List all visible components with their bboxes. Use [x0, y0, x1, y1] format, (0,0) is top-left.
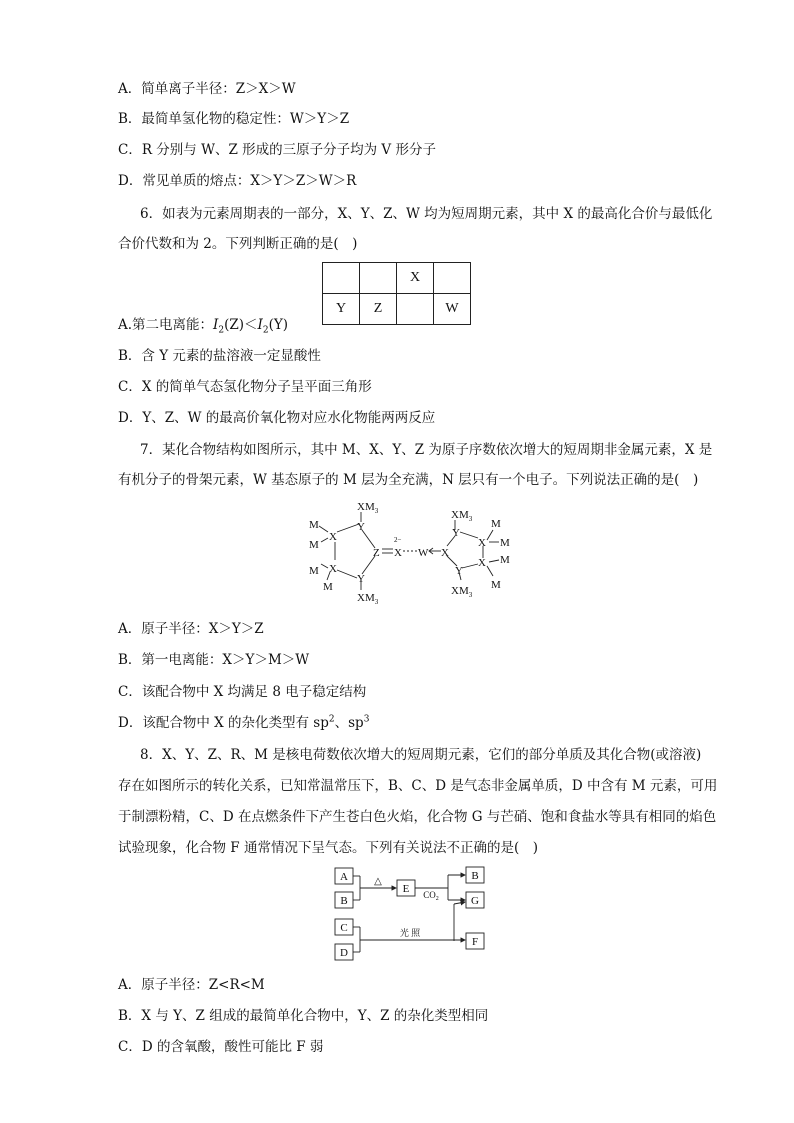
table-row: [323, 294, 471, 325]
q6-option-a-prefix: A.第二电离能：: [118, 317, 214, 333]
q5-option-d: D．常见单质的熔点：X＞Y＞Z＞W＞R: [118, 173, 357, 189]
table-row: [323, 263, 471, 294]
struct-x: X: [441, 547, 449, 559]
co2-label: $CO_2$: [423, 890, 439, 902]
superscript: 2: [328, 714, 335, 725]
table-cell: [323, 263, 360, 294]
q6-option-d: D．Y、Z、W 的最高价氧化物对应水化物能两两反应: [118, 410, 436, 426]
struct-x: X: [329, 531, 337, 543]
ionization-symbol: I: [257, 317, 263, 333]
q8-option-b: B．X 与 Y、Z 组成的最简单化合物中，Y、Z 的杂化类型相同: [118, 1008, 489, 1024]
q8-option-c: C．D 的含氧酸，酸性可能比 F 弱: [118, 1039, 324, 1055]
struct-m: M: [309, 565, 319, 577]
table-cell: Z: [360, 294, 397, 325]
q7-option-a: A．原子半径：X＞Y＞Z: [118, 621, 264, 637]
subscript: 2: [262, 325, 269, 336]
box-a-label: A: [340, 871, 348, 883]
box-d-label: D: [340, 947, 348, 959]
struct-m: M: [491, 579, 501, 591]
superscript: 3: [363, 714, 370, 725]
struct-xm3-top-left: $XM_3$: [357, 501, 379, 515]
table-cell: Y: [323, 294, 360, 325]
struct-m: M: [323, 581, 333, 593]
box-e-label: E: [402, 883, 410, 895]
struct-z: Z: [373, 547, 380, 559]
subscript: 2: [218, 325, 225, 336]
q7-option-c: C．该配合物中 X 均满足 8 电子稳定结构: [118, 684, 367, 700]
struct-m: M: [309, 539, 319, 551]
box-g-label: G: [471, 895, 479, 907]
q8-stem-line3: 于制漂粉精，C、D 在点燃条件下产生苍白色火焰，化合物 G 与芒硝、饱和食盐水等具有相同的焰色: [118, 809, 717, 825]
q6-option-a-y: (Y): [268, 317, 289, 333]
conversion-flow-diagram: [330, 864, 500, 964]
box-b-label: B: [340, 895, 348, 907]
q6-stem-line2: 合价代数和为 2。下列判断正确的是( ): [118, 236, 358, 252]
struct-xm3-top-right: $XM_3$: [451, 509, 473, 523]
q7-option-b: B．第一电离能：X＞Y＞M＞W: [118, 652, 310, 668]
struct-xm3-bottom-right: $XM_3$: [451, 585, 473, 599]
struct-m: M: [309, 519, 319, 531]
periodic-table-fragment: [322, 262, 471, 325]
q8-option-a: A．原子半径：Z<R<M: [118, 977, 265, 993]
table-cell: [397, 294, 434, 325]
q6-option-b: B．含 Y 元素的盐溶液一定显酸性: [118, 348, 321, 364]
struct-x: X: [478, 557, 486, 569]
table-cell: [360, 263, 397, 294]
table-cell: [434, 263, 471, 294]
q8-stem-line4: 试验现象，化合物 F 通常情况下呈气态。下列有关说法不正确的是( ): [118, 840, 538, 856]
struct-m: M: [491, 518, 501, 530]
q5-option-c: C．R 分别与 W、Z 形成的三原子分子均为 V 形分子: [118, 142, 436, 158]
struct-m: M: [500, 537, 510, 549]
struct-charge: 2−: [394, 536, 402, 544]
struct-x: X: [329, 563, 337, 575]
struct-w: W: [418, 547, 429, 559]
struct-x: X: [394, 547, 402, 559]
q5-option-b: B．最简单氢化物的稳定性：W＞Y＞Z: [118, 111, 350, 127]
struct-m: M: [500, 554, 510, 566]
q7-stem-line2: 有机分子的骨架元素，W 基态原子的 M 层为全充满，N 层只有一个电子。下列说法正确的是( ): [118, 472, 699, 488]
ionization-symbol: I: [213, 317, 219, 333]
q5-option-a: A．简单离子半径：Z＞X＞W: [118, 81, 296, 97]
table-cell: W: [434, 294, 471, 325]
struct-y: Y: [455, 565, 463, 577]
box-b2-label: B: [471, 870, 479, 882]
q7-stem-line1: 7．某化合物结构如图所示，其中 M、X、Y、Z 为原子序数依次增大的短周期非金属元素，X 是: [140, 442, 713, 458]
q6-stem-line1: 6．如表为元素周期表的一部分，X、Y、Z、W 均为短周期元素，其中 X 的最高化合价与最低化: [140, 206, 713, 222]
q6-option-a: [118, 316, 288, 334]
q6-option-c: C．X 的简单气态氢化物分子呈平面三角形: [118, 379, 372, 395]
heat-symbol: △: [374, 876, 382, 887]
box-f-label: F: [471, 936, 479, 948]
complex-structure-diagram: [295, 500, 535, 610]
q7-option-d-mid: 、sp: [334, 715, 364, 731]
light-label: 光 照: [399, 928, 421, 938]
struct-y: Y: [452, 527, 460, 539]
q8-stem-line1: 8．X、Y、Z、R、M 是核电荷数依次增大的短周期元素，它们的部分单质及其化合物(或溶液): [140, 747, 702, 763]
struct-x: X: [478, 537, 486, 549]
q7-option-d: [118, 714, 369, 732]
box-c-label: C: [340, 922, 348, 934]
struct-y: Y: [357, 521, 365, 533]
q8-stem-line2: 存在如图所示的转化关系，已知常温常压下，B、C、D 是气态非金属单质，D 中含有 M 元素，可用: [118, 778, 718, 794]
q6-option-a-z: (Z)＜: [224, 317, 258, 333]
struct-y: Y: [357, 573, 365, 585]
struct-xm3-bottom-left: $XM_3$: [357, 592, 379, 606]
table-cell: X: [397, 263, 434, 294]
q7-option-d-text: D．该配合物中 X 的杂化类型有 sp: [118, 715, 329, 731]
